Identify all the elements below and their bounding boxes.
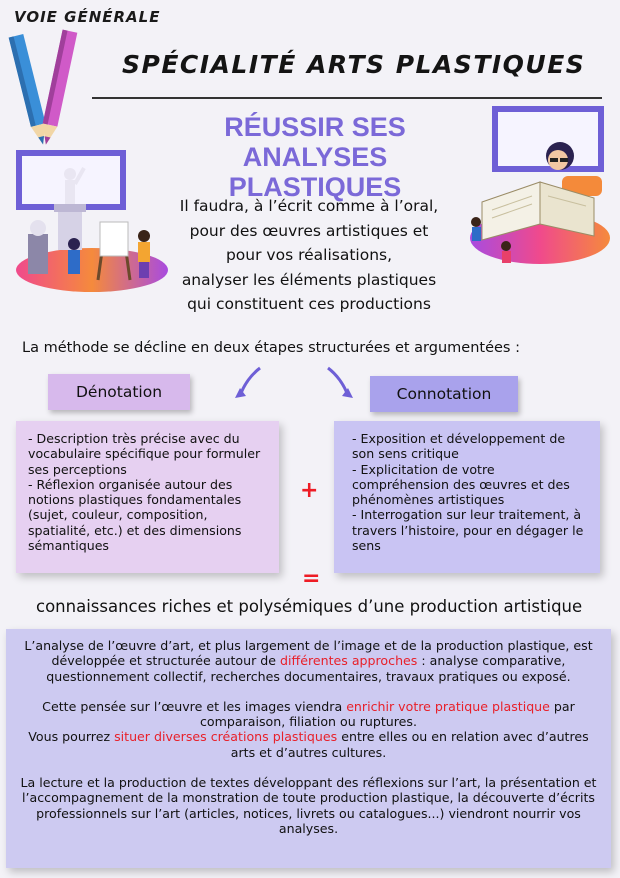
methode-sentence: La méthode se décline en deux étapes structurées et argumentées : xyxy=(22,340,520,356)
highlight-text: différentes approches xyxy=(280,653,418,669)
text-segment: par comparaison, filiation ou ruptures. xyxy=(199,698,575,730)
text-segment: L’analyse de l’œuvre d’art, et plus largement de l’image et de la production plastique, est développée et structurée autour de xyxy=(24,638,593,669)
connotation-item: - Interrogation sur leur traitement, à travers l’histoire, pour en dégager le sens xyxy=(352,507,584,554)
intro-paragraph xyxy=(158,194,460,317)
denotation-item: - Description très précise avec du vocabulaire spécifique pour formuler ses perceptions xyxy=(28,431,261,477)
specialite-title: SPÉCIALITÉ ARTS PLASTIQUES xyxy=(122,50,586,79)
approaches-paragraph xyxy=(20,638,597,684)
text-segment: : analyse comparative, questionnement collectif, recherches documentaires, travaux pratiques ou exposé. xyxy=(46,653,571,684)
art-studio-illustration xyxy=(10,146,170,294)
connotation-tag: Connotation xyxy=(370,376,518,412)
approaches-box xyxy=(6,629,611,868)
title-line-2: PLASTIQUES xyxy=(228,172,402,202)
reading-illustration xyxy=(462,106,612,276)
result-sentence: connaissances riches et polysémiques d’une production artistique xyxy=(36,597,583,616)
denotation-item: - Réflexion organisée autour des notions plastiques fondamentales (sujet, couleur, composition, spatialité, etc.) et des dimensions sémantiques xyxy=(28,476,242,554)
pencils-icon xyxy=(14,30,74,148)
text-segment: entre elles ou en relation avec d’autres arts et d’autres cultures. xyxy=(230,729,589,760)
header-divider xyxy=(92,97,602,99)
page-title xyxy=(150,112,480,202)
highlight-text: enrichir votre pratique plastique xyxy=(346,698,550,714)
intro-line: Il faudra, à l’écrit comme à l’oral, xyxy=(179,197,439,215)
connotation-box xyxy=(334,421,600,573)
reading-paragraph: La lecture et la production de textes développant des réflexions sur l’art, la présentation et l’accompagnement de la monstration de toute production plastique, la découverte d’écrits professionnels sur l’art (articles, notices, livrets ou catalogues...) viendront nourrir vos analyses. xyxy=(20,775,597,836)
intro-line: pour des œuvres artistiques et xyxy=(189,221,429,240)
cultures-paragraph xyxy=(20,729,597,760)
highlight-text: situer diverses créations plastiques xyxy=(114,729,338,745)
text-segment: Vous pourrez xyxy=(28,729,115,745)
connotation-item: - Exposition et développement de son sens critique xyxy=(352,431,566,462)
text-segment: Cette pensée sur l’œuvre et les images viendra xyxy=(42,698,347,714)
practice-paragraph xyxy=(20,699,597,730)
intro-line: pour vos réalisations, xyxy=(225,246,393,264)
arrow-right-icon xyxy=(324,366,354,400)
connotation-item: - Explicitation de votre compréhension des œuvres et des phénomènes artistiques xyxy=(352,461,570,508)
intro-line: analyser les éléments plastiques xyxy=(181,270,437,289)
title-line-1: RÉUSSIR SES ANALYSES xyxy=(224,112,406,172)
denotation-box xyxy=(16,421,279,573)
intro-line: qui constituent ces productions xyxy=(187,295,431,313)
denotation-tag: Dénotation xyxy=(48,374,190,410)
voie-generale-label: VOIE GÉNÉRALE xyxy=(14,8,161,26)
equals-sign: = xyxy=(302,566,321,591)
plus-sign: + xyxy=(300,478,319,503)
arrow-left-icon xyxy=(234,366,264,400)
